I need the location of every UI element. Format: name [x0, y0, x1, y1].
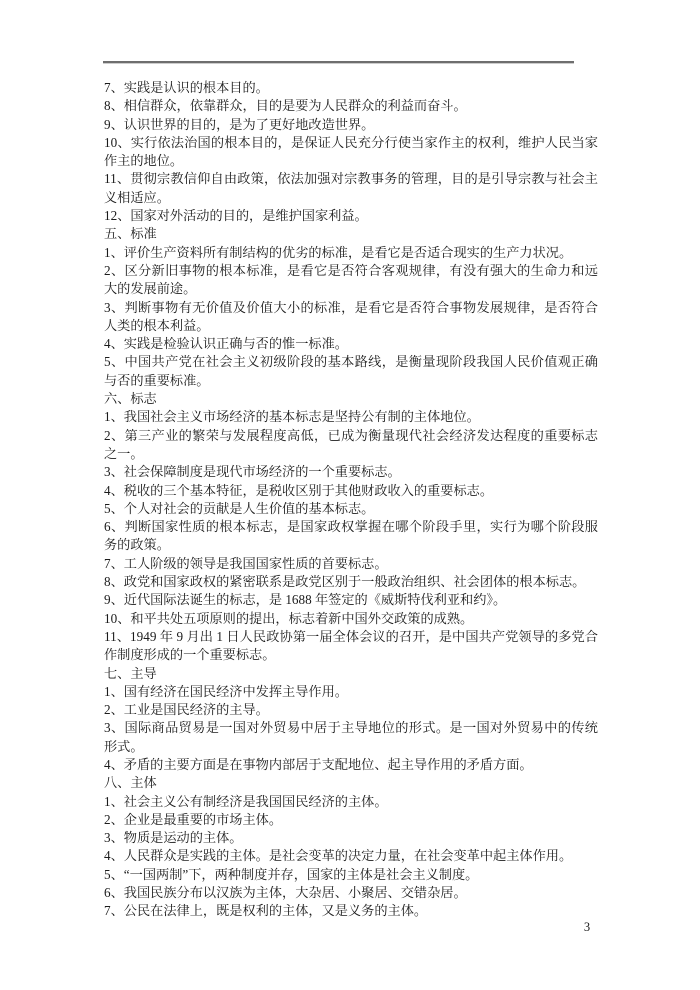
paragraph: 7、工人阶级的领导是我国国家性质的首要标志。	[104, 555, 388, 571]
paragraph: 8、相信群众，依靠群众，目的是要为人民群众的利益而奋斗。	[104, 98, 467, 114]
paragraph: 3、社会保障制度是现代市场经济的一个重要标志。	[104, 464, 401, 480]
paragraph: 六、标志	[104, 391, 157, 407]
document-body	[104, 79, 598, 921]
paragraph: 2、区分新旧事物的根本标准，是看它是否符合客观规律，有没有强大的生命力和远大的发展前途。	[104, 262, 598, 297]
paragraph: 五、标准	[104, 226, 157, 242]
paragraph: 7、公民在法律上，既是权利的主体，又是义务的主体。	[104, 903, 428, 919]
paragraph: 4、税收的三个基本特征，是税收区别于其他财政收入的重要标志。	[104, 482, 494, 498]
paragraph: 9、近代国际法诞生的标志，是 1688 年签定的《威斯特伐利亚和约》。	[104, 592, 507, 608]
paragraph: 1、我国社会主义市场经济的基本标志是坚持公有制的主体地位。	[104, 409, 480, 425]
paragraph: 6、我国民族分布以汉族为主体，大杂居、小聚居、交错杂居。	[104, 885, 467, 901]
paragraph: 8、政党和国家政权的紧密联系是政党区别于一般政治组织、社会团体的根本标志。	[104, 574, 586, 590]
paragraph: 10、和平共处五项原则的提出，标志着新中国外交政策的成熟。	[104, 610, 474, 626]
paragraph: 11、贯彻宗教信仰自由政策，依法加强对宗教事务的管理，目的是引导宗教与社会主义相适应。	[104, 171, 598, 205]
paragraph: 1、评价生产资料所有制结构的优劣的标准，是看它是否适合现实的生产力状况。	[104, 244, 573, 260]
paragraph: 2、企业是最重要的市场主体。	[104, 811, 283, 827]
paragraph: 3、国际商品贸易是一国对外贸易中居于主导地位的形式。是一国对外贸易中的传统形式。	[104, 720, 598, 754]
paragraph: 2、第三产业的繁荣与发展程度高低，已成为衡量现代社会经济发达程度的重要标志之一。	[104, 427, 598, 461]
paragraph: 3、判断事物有无价值及价值大小的标准，是看它是否符合事物发展规律，是否符合人类的根本利益。	[104, 299, 598, 333]
paragraph: 10、实行依法治国的根本目的，是保证人民充分行使当家作主的权利，维护人民当家作主的地位。	[104, 134, 598, 169]
paragraph: 七、主导	[104, 665, 157, 681]
page-number: 3	[583, 920, 591, 934]
paragraph: 4、矛盾的主要方面是在事物内部居于支配地位、起主导作用的矛盾方面。	[104, 756, 533, 772]
paragraph: 7、实践是认识的根本目的。	[104, 80, 269, 95]
paragraph: 4、实践是检验认识正确与否的惟一标准。	[104, 336, 348, 352]
paragraph: 11、1949 年 9 月出 1 日人民政协第一届全体会议的召开，是中国共产党领导的多党合作制度形成的一个重要标志。	[104, 628, 598, 663]
paragraph: 3、物质是运动的主体。	[104, 830, 243, 846]
paragraph: 5、“一国两制”下，两种制度并存，国家的主体是社会主义制度。	[104, 866, 479, 882]
paragraph: 6、判断国家性质的根本标志，是国家政权掌握在哪个阶段手里，实行为哪个阶段服务的政策。	[104, 519, 598, 553]
header-rule	[103, 61, 574, 63]
paragraph: 5、中国共产党在社会主义初级阶段的基本路线，是衡量现阶段我国人民价值观正确与否的重要标准。	[104, 354, 598, 388]
paragraph: 5、个人对社会的贡献是人生价值的基本标志。	[104, 500, 375, 516]
paragraph: 12、国家对外活动的目的，是维护国家利益。	[104, 208, 368, 224]
paragraph: 9、认识世界的目的，是为了更好地改造世界。	[104, 116, 375, 132]
paragraph: 1、国有经济在国民经济中发挥主导作用。	[104, 683, 348, 699]
paragraph: 4、人民群众是实践的主体。是社会变革的决定力量，在社会变革中起主体作用。	[104, 848, 573, 864]
paragraph: 2、工业是国民经济的主导。	[104, 702, 269, 718]
paragraph: 1、社会主义公有制经济是我国国民经济的主体。	[104, 793, 388, 809]
paragraph: 八、主体	[104, 775, 157, 791]
